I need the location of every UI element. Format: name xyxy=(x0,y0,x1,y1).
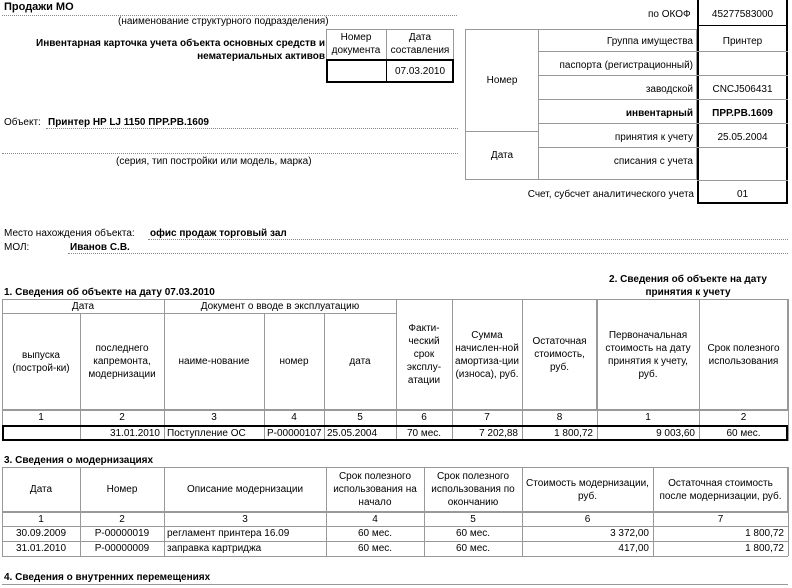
object-underline xyxy=(46,128,458,129)
section3-col-header: Описание модернизации xyxy=(186,484,304,495)
okof-label: по ОКОФ xyxy=(648,9,691,20)
right-block-bottom-line xyxy=(697,180,788,181)
section1-data-cell: 1 800,72 xyxy=(554,427,593,439)
section1-col-header: номер xyxy=(279,356,309,367)
section3-col-header: Дата xyxy=(29,484,53,495)
section3-col-header: Стоимость модернизации, руб. xyxy=(526,477,649,502)
section1-title: 1. Сведения об объекте на дату 07.03.2010 xyxy=(4,287,215,298)
section1-col-number: 7 xyxy=(484,412,490,423)
right-block-row-label: Группа имущества xyxy=(606,35,693,47)
right-block-row-label: принятия к учету xyxy=(614,131,693,143)
section3-data-cell: 60 мес. xyxy=(357,543,393,554)
section1-col-number: 4 xyxy=(291,412,297,423)
section1-col-header: Факти-ческий срок эксплу-атации xyxy=(406,323,442,386)
section1-col-number: 5 xyxy=(357,412,363,423)
section3-data-cell: 1 800,72 xyxy=(745,543,784,554)
location-value: офис продаж торговый зал xyxy=(150,228,287,239)
right-block-row-value xyxy=(697,55,788,75)
right-block-row-line xyxy=(539,147,788,148)
mol-underline xyxy=(68,253,788,254)
section3-col-number: 5 xyxy=(470,513,476,525)
table-bottom xyxy=(2,556,788,557)
section3-data-cell: 30.09.2009 xyxy=(15,528,67,539)
section1-col-header: наиме-нование xyxy=(178,356,250,367)
doc-date-value: 07.03.2010 xyxy=(394,65,446,77)
section2-data-cell: 9 003,60 xyxy=(656,427,695,439)
account-label: Счет, субсчет аналитического учета xyxy=(527,189,694,200)
right-block-row-value: 25.05.2004 xyxy=(717,131,768,143)
section4-line xyxy=(2,584,788,585)
section1-col-number: 1 xyxy=(38,412,44,423)
section1-col-number: 2 xyxy=(119,412,125,423)
section1-col-number: 8 xyxy=(556,412,563,423)
account-value: 01 xyxy=(736,188,749,200)
section3-col-number: 1 xyxy=(38,513,44,525)
data-label: Дата xyxy=(490,150,514,161)
section3-col-header: Срок полезного использования по окончанию xyxy=(431,471,515,508)
section3-col-number: 4 xyxy=(372,513,378,525)
location-label: Место нахождения объекта: xyxy=(4,228,135,239)
section1-data-cell: 7 202,88 xyxy=(479,427,518,439)
section3-col-header: Номер xyxy=(106,484,138,495)
section3-col-number: 7 xyxy=(717,513,724,525)
section2-col-number: 1 xyxy=(645,412,651,423)
section1-col-header: Остаточная стоимость, руб. xyxy=(532,336,587,373)
right-block-row-value: Принтер xyxy=(722,35,763,47)
section1-col-number: 3 xyxy=(211,412,217,423)
right-block-row-line xyxy=(539,99,788,100)
object-caption: (серия, тип постройки или модель, марка) xyxy=(116,156,312,167)
section2-data-cell: 60 мес. xyxy=(726,427,761,439)
right-block-row-line xyxy=(539,51,788,52)
col-divider xyxy=(788,299,789,441)
right-block-row-line xyxy=(539,123,788,124)
section1-data-cell xyxy=(2,425,80,441)
mol-value: Иванов С.В. xyxy=(70,242,130,253)
group-date: Дата xyxy=(71,300,95,312)
section3-data-cell: 60 мес. xyxy=(357,528,393,539)
right-block-row-value xyxy=(697,151,788,171)
section3-data-cell: 60 мес. xyxy=(455,528,491,539)
section1-col-header: последнего капремонта, модернизации xyxy=(88,343,156,380)
section3-data-cell: 31.01.2010 xyxy=(15,543,67,554)
org-name: Продажи МО xyxy=(4,1,74,13)
section1-data-cell: Р-00000107 xyxy=(267,427,322,439)
okof-value: 45277583000 xyxy=(711,8,774,20)
section3-data-cell: Р-00000019 xyxy=(94,528,150,539)
mol-label: МОЛ: xyxy=(4,242,30,253)
section3-col-header: Остаточная стоимость после модернизации, руб. xyxy=(659,477,782,502)
section2-col-header: Первоначальная стоимость на дату принятия к учету, руб. xyxy=(605,329,691,380)
section1-data-cell: 70 мес. xyxy=(406,427,442,439)
right-block-row-label: паспорта (регистрационный) xyxy=(559,59,693,71)
section3-data-cell: Р-00000009 xyxy=(94,543,150,554)
section4-title: 4. Сведения о внутренних перемещениях xyxy=(4,572,211,583)
org-caption: (наименование структурного подразделения) xyxy=(118,16,329,27)
section1-col-header: Сумма начислен-ной амортиза-ции (износа), руб. xyxy=(455,329,519,380)
object-label: Объект: xyxy=(4,117,41,128)
section3-data-cell: 417,00 xyxy=(618,543,649,554)
right-block-row-label: списания с учета xyxy=(613,155,693,167)
section1-col-header: выпуска (построй-ки) xyxy=(12,349,70,374)
section1-col-header: дата xyxy=(349,356,371,367)
right-block-row-value: CNCJ506431 xyxy=(712,83,773,95)
section2-col-number: 2 xyxy=(740,412,747,423)
doc-number-value xyxy=(326,59,386,83)
section1-data-cell: Поступление ОС xyxy=(167,427,246,439)
doc-title: Инвентарная карточка учета объекта основных средств и нематериальных активов xyxy=(36,38,325,62)
section1-data-cell: 31.01.2010 xyxy=(109,427,160,439)
section3-col-number: 3 xyxy=(242,513,248,525)
okof-under xyxy=(697,25,788,26)
section3-data-cell: 1 800,72 xyxy=(745,528,784,539)
group-doc: Документ о вводе в эксплуатацию xyxy=(200,300,360,312)
section1-col-number: 6 xyxy=(421,412,427,423)
right-block-row-label: инвентарный xyxy=(625,107,693,119)
section2-title: 2. Сведения об объекте на дату принятия к учету xyxy=(609,274,767,298)
section3-data-cell: регламент принтера 16.09 xyxy=(167,528,290,539)
section1-data-cell: 25.05.2004 xyxy=(327,427,378,439)
location-underline xyxy=(148,239,788,240)
doc-number-label: Номер документа xyxy=(331,32,381,56)
right-block-row-line xyxy=(539,75,788,76)
section3-title: 3. Сведения о модернизациях xyxy=(4,455,154,466)
section3-data-cell: 60 мес. xyxy=(455,543,491,554)
section3-col-number: 2 xyxy=(119,513,125,525)
object-underline-2 xyxy=(2,153,458,154)
right-block-row-value: ПРР.РВ.1609 xyxy=(712,107,773,119)
col-divider xyxy=(788,467,789,556)
section3-data-cell: 3 372,00 xyxy=(610,528,649,539)
right-block-row-label: заводской xyxy=(645,83,693,95)
section3-col-number: 6 xyxy=(584,513,591,525)
nomer-label: Номер xyxy=(486,74,518,86)
section2-col-header: Срок полезного использования xyxy=(707,342,780,367)
object-value: Принтер HP LJ 1150 ПРР.РВ.1609 xyxy=(48,117,209,128)
section3-data-cell: заправка картриджа xyxy=(167,543,262,554)
doc-date-label: Дата составления xyxy=(390,32,450,56)
section3-col-header: Срок полезного использования на начало xyxy=(333,471,417,508)
